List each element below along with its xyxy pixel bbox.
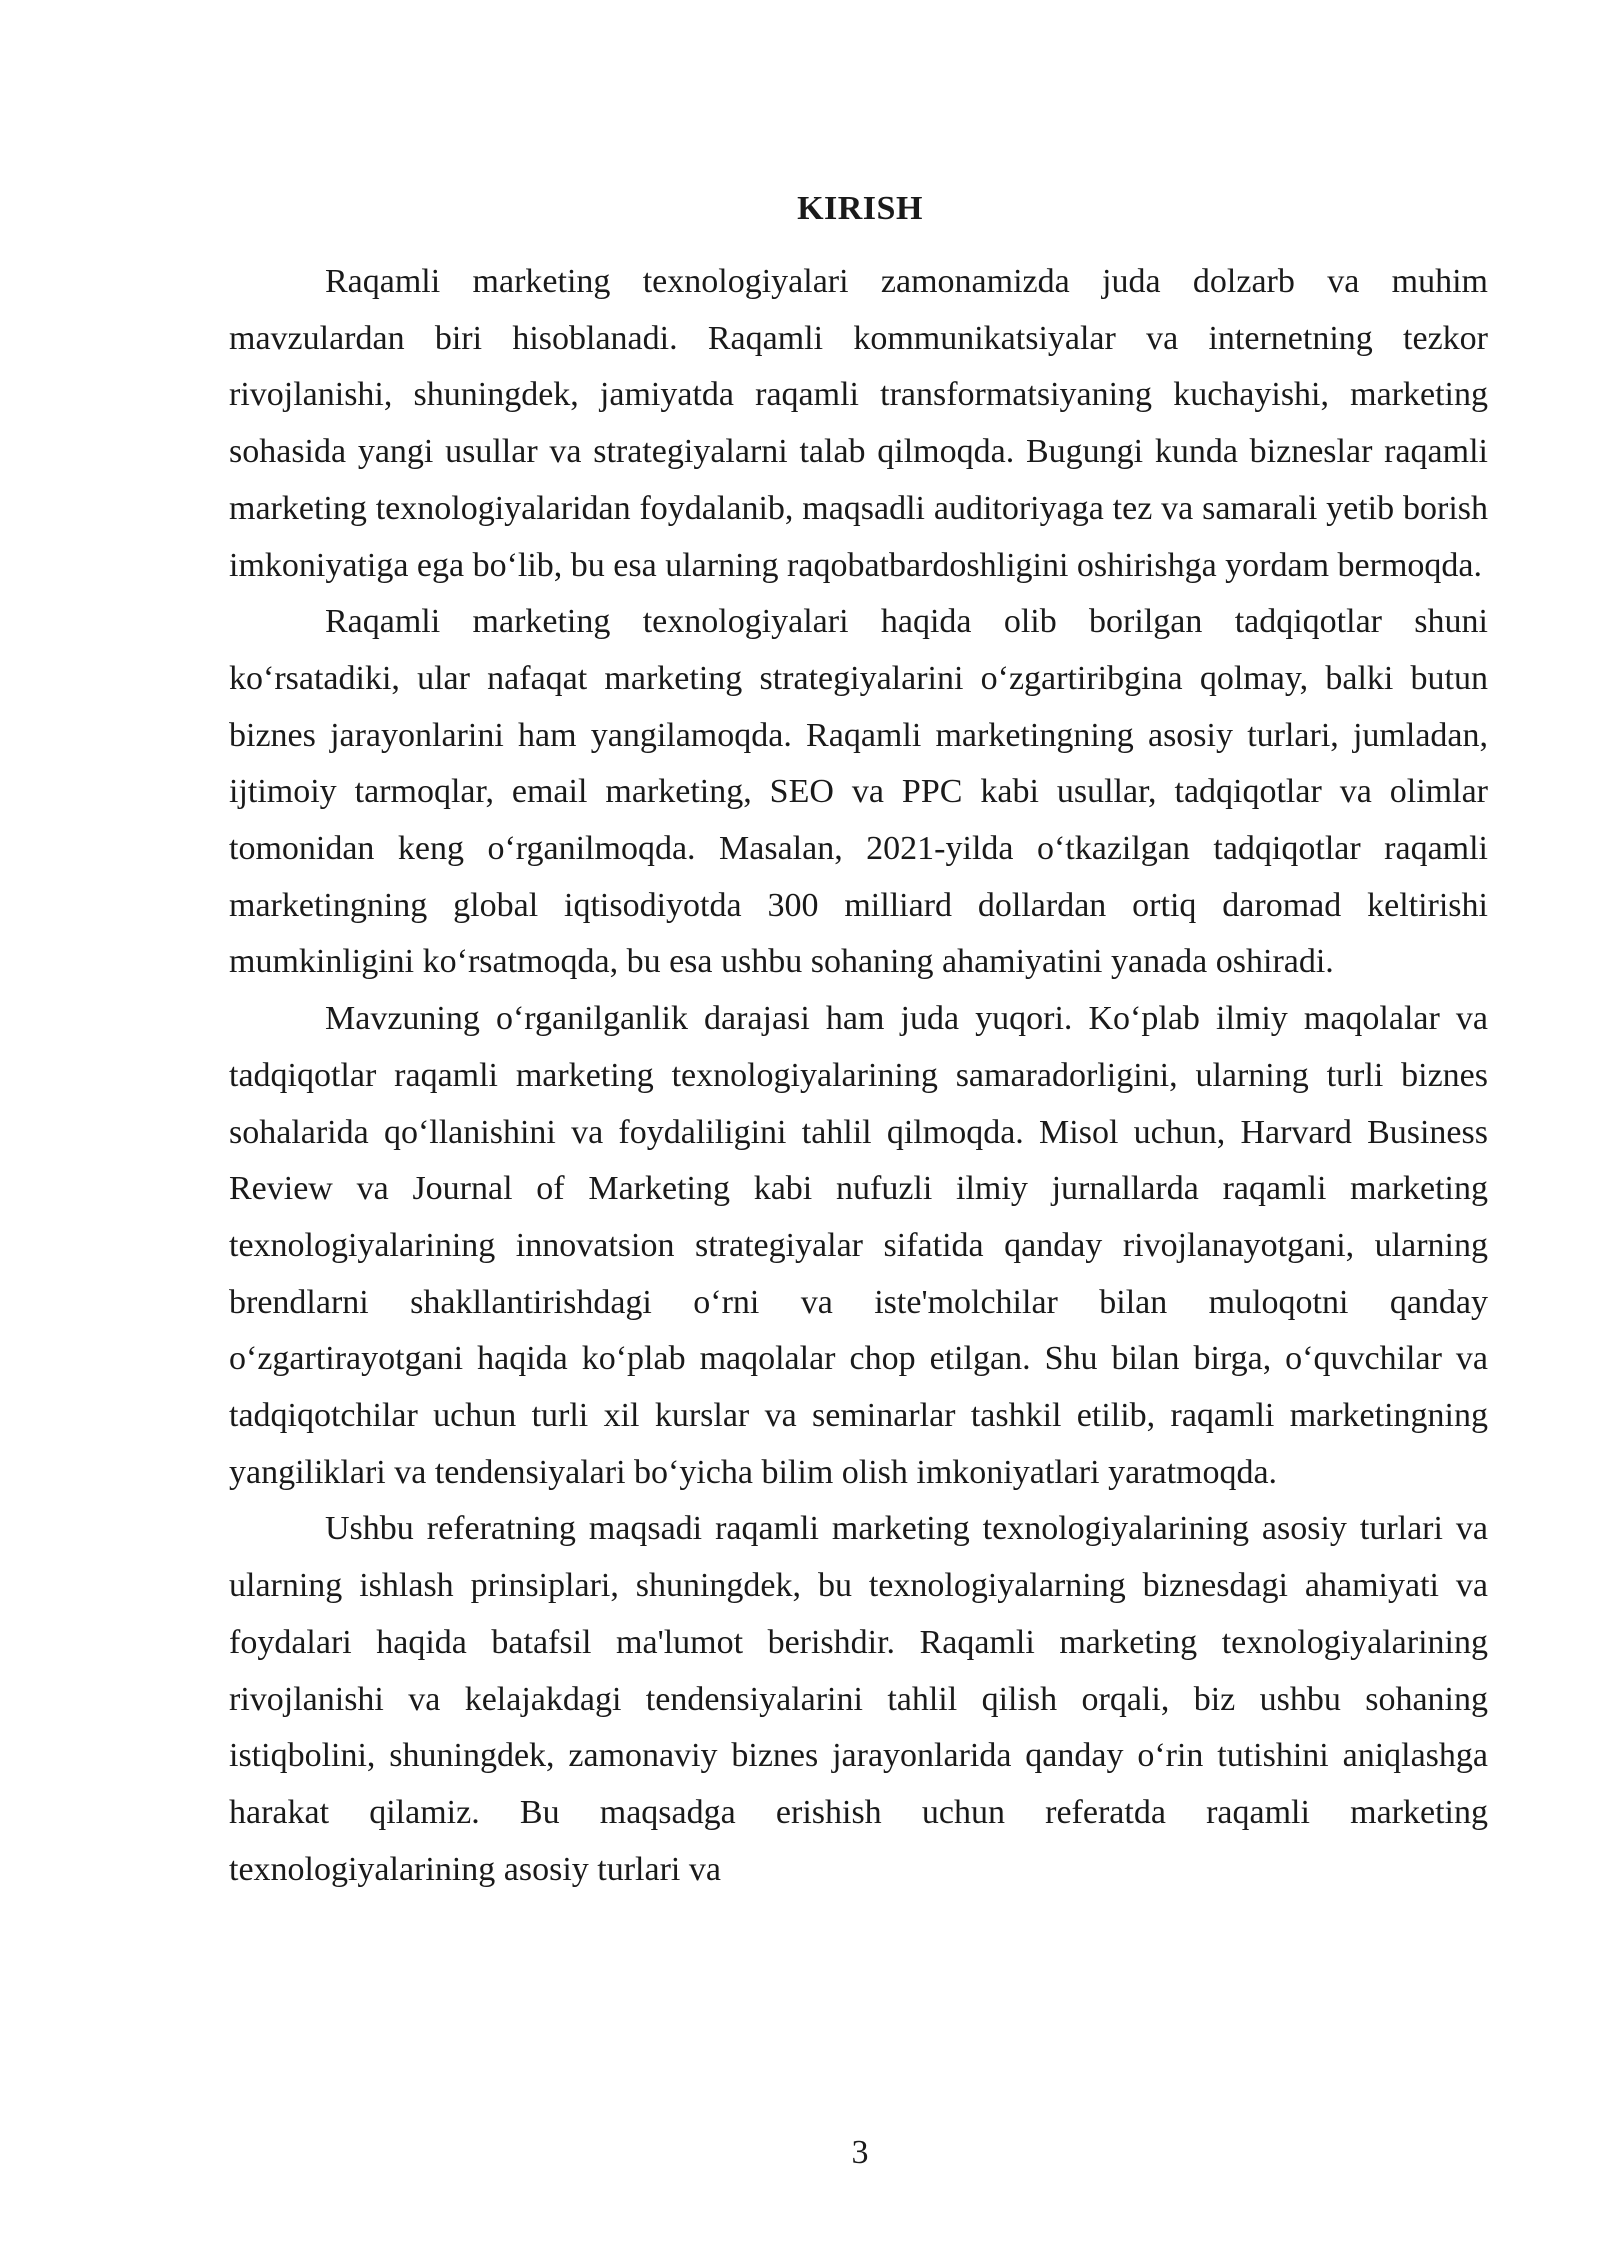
paragraph-4: Ushbu referatning maqsadi raqamli marketing texnologiyalarining asosiy turlari va ularning ishlash prinsiplari, shuningdek, bu texnologiyalarning biznesdagi ahamiyati va foydalari haqida batafsil ma'lumot berishdir. Raqamli marketing texnologiyalarining rivojlanishi va kelajakdagi tendensiyalarini tahlil qilish orqali, biz ushbu sohaning istiqbolini, shuningdek, zamonaviy biznes jarayonlarida qanday o‘rin tutishini aniqlashga harakat qilamiz. Bu maqsadga erishish uchun referatda raqamli marketing texnologiyalarining asosiy turlari va	[229, 1510, 1488, 1888]
page-number: 3	[851, 2134, 869, 2171]
paragraph-3: Mavzuning o‘rganilganlik darajasi ham juda yuqori. Ko‘plab ilmiy maqolalar va tadqiqotlar raqamli marketing texnologiyalarining samaradorligini, ularning turli biznes sohalarida qo‘llanishini va foydaliligini tahlil qilmoqda. Misol uchun, Harvard Business Review va Journal of Marketing kabi nufuzli ilmiy jurnallarda raqamli marketing texnologiyalarining innovatsion strategiyalar sifatida qanday rivojlanayotgani, ularning brendlarni shakllantirishdagi o‘rni va iste'molchilar bilan muloqotni qanday o‘zgartirayotgani haqida ko‘plab maqolalar chop etilgan. Shu bilan birga, o‘quvchilar va tadqiqotchilar uchun turli xil kurslar va seminarlar tashkil etilib, raqamli marketingning yangiliklari va tendensiyalari bo‘yicha bilim olish imkoniyatlari yaratmoqda.	[229, 1000, 1488, 1491]
body-text	[229, 254, 1488, 1898]
paragraph-1: Raqamli marketing texnologiyalari zamonamizda juda dolzarb va muhim mavzulardan biri hisoblanadi. Raqamli kommunikatsiyalar va internetning tezkor rivojlanishi, shuningdek, jamiyatda raqamli transformatsiyaning kuchayishi, marketing sohasida yangi usullar va strategiyalarni talab qilmoqda. Bugungi kunda bizneslar raqamli marketing texnologiyalaridan foydalanib, maqsadli auditoriyaga tez va samarali yetib borish imkoniyatiga ega bo‘lib, bu esa ularning raqobatbardoshligini oshirishga yordam bermoqda.	[229, 263, 1488, 584]
paragraph-2: Raqamli marketing texnologiyalari haqida olib borilgan tadqiqotlar shuni ko‘rsatadiki, ular nafaqat marketing strategiyalarini o‘zgartiribgina qolmay, balki butun biznes jarayonlarini ham yangilamoqda. Raqamli marketingning asosiy turlari, jumladan, ijtimoiy tarmoqlar, email marketing, SEO va PPC kabi usullar, tadqiqotlar va olimlar tomonidan keng o‘rganilmoqda. Masalan, 2021-yilda o‘tkazilgan tadqiqotlar raqamli marketingning global iqtisodiyotda 300 milliard dollardan ortiq daromad keltirishi mumkinligini ko‘rsatmoqda, bu esa ushbu sohaning ahamiyatini yanada oshiradi.	[229, 603, 1488, 981]
section-title: KIRISH	[797, 189, 923, 227]
